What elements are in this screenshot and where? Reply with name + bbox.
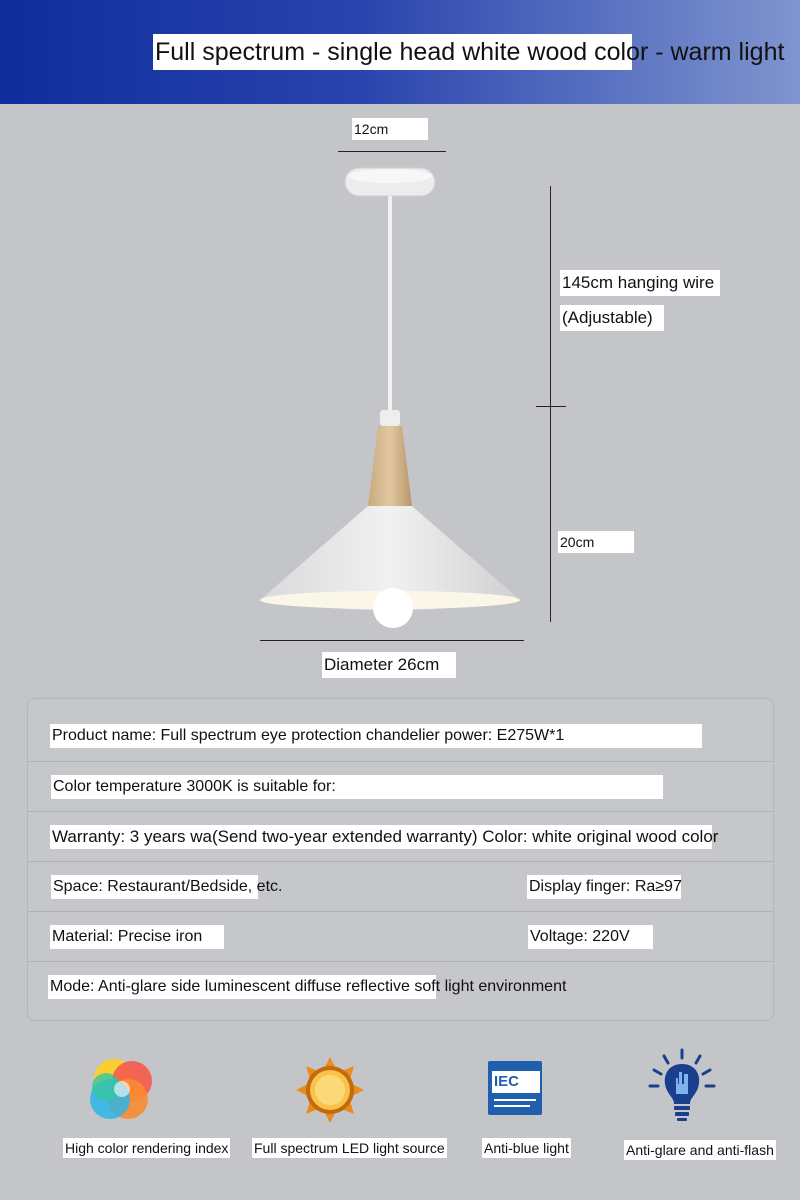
product-name-cell: Product name: Full spectrum eye protection chandelier power: E275W*1 [50,724,702,748]
sun-icon [290,1055,370,1125]
iec-badge-icon [488,1061,542,1115]
material-cell: Material: Precise iron [50,925,224,949]
canopy-width-label: 12cm [352,118,428,140]
color-temperature-cell: Color temperature 3000K is suitable for: [51,775,663,799]
feature-label-anti-blue-light: Anti-blue light [484,1140,569,1156]
wire-length-label: 145cm hanging wire [560,270,720,296]
color-wheel-icon [82,1055,162,1125]
hand-bulb-icon [642,1048,722,1123]
spec-row-space [28,861,773,912]
feature-anti-glare [642,1048,722,1118]
voltage-cell: Voltage: 220V [528,925,653,949]
spec-row-mode [28,961,773,1012]
spec-row-color-temperature [28,761,773,812]
feature-label-full-spectrum-led: Full spectrum LED light source [254,1140,445,1156]
spec-row-warranty [28,811,773,862]
diameter-line [260,640,524,641]
warranty-cell: Warranty: 3 years wa(Send two-year extended warranty) Color: white original wood color [50,825,712,849]
banner-title: Full spectrum - single head white wood color - warm light [153,34,632,70]
height-line [550,186,551,622]
display-finger-cell: Display finger: Ra≥97 [527,875,681,899]
header-banner [0,0,800,104]
space-cell: Space: Restaurant/Bedside, etc. [51,875,258,899]
feature-label-high-color-rendering: High color rendering index [65,1140,229,1156]
mode-cell: Mode: Anti-glare side luminescent diffuse reflective soft light environment [48,975,436,999]
shade-height-label: 20cm [558,531,634,553]
canopy-width-line [338,151,446,152]
feature-high-color-rendering [82,1055,162,1125]
wire-adjustable-note: (Adjustable) [560,305,664,331]
feature-label-anti-glare: Anti-glare and anti-flash [626,1142,774,1158]
height-divider-tick [536,406,566,407]
iec-badge-text: IEC [492,1071,540,1093]
feature-anti-blue-light [484,1055,564,1125]
spec-row-material [28,911,773,962]
diameter-label: Diameter 26cm [322,652,456,678]
feature-full-spectrum-led [290,1055,370,1125]
pendant-lamp-illustration [250,160,540,630]
spec-row-product [28,711,773,761]
spec-table [27,698,774,1021]
